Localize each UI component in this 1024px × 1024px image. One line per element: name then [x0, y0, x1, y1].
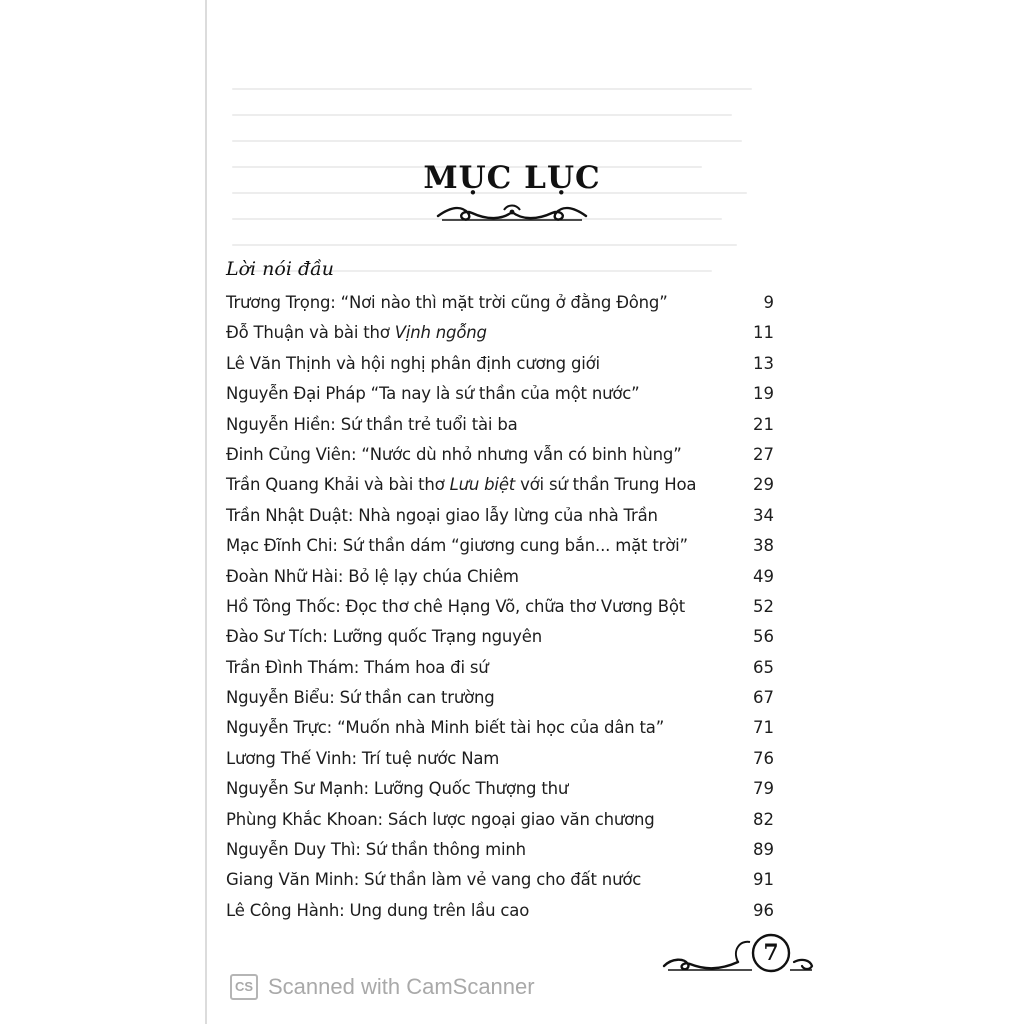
watermark-text: Scanned with CamScanner	[268, 974, 535, 999]
toc-entry[interactable]	[226, 622, 774, 652]
toc-entry-page: 67	[753, 688, 774, 708]
toc-entry-page: 49	[753, 566, 774, 586]
toc-entry[interactable]	[226, 531, 774, 561]
toc-entry-title: Phùng Khắc Khoan: Sách lược ngoại giao văn chương	[226, 809, 655, 829]
toc-entry-page: 52	[753, 596, 774, 616]
toc-entry[interactable]	[226, 744, 774, 774]
intro-heading: Lời nói đầu	[226, 258, 335, 280]
toc-entry[interactable]	[226, 440, 774, 470]
toc-entry-title: Lương Thế Vinh: Trí tuệ nước Nam	[226, 748, 500, 768]
toc-entry-title: Trần Nhật Duật: Nhà ngoại giao lẫy lừng của nhà Trần	[226, 505, 658, 525]
toc-entry-page: 11	[753, 323, 774, 343]
toc-entry-page: 13	[753, 353, 774, 373]
toc-entry-page: 76	[753, 748, 774, 768]
flourish-ornament-icon	[660, 932, 816, 976]
page-edge	[205, 0, 207, 1024]
toc-entry-title: Trần Quang Khải và bài thơ Lưu biệt với sứ thần Trung Hoa	[226, 475, 697, 495]
toc-entry-page: 65	[753, 657, 774, 677]
toc-entry-page: 96	[753, 900, 774, 920]
toc-entry-title: Lê Văn Thịnh và hội nghị phân định cương giới	[226, 353, 600, 373]
toc-entry-page: 34	[753, 505, 774, 525]
toc-entry-title: Giang Văn Minh: Sứ thần làm vẻ vang cho đất nước	[226, 870, 642, 890]
camscanner-logo-icon: CS	[230, 974, 258, 1000]
flourish-ornament-icon	[432, 200, 592, 226]
toc-entry-title: Hồ Tông Thốc: Đọc thơ chê Hạng Võ, chữa thơ Vương Bột	[226, 596, 686, 616]
toc-entry-title: Đoàn Nhữ Hài: Bỏ lệ lạy chúa Chiêm	[226, 566, 519, 586]
toc-entry-title: Đinh Củng Viên: “Nước dù nhỏ nhưng vẫn có binh hùng”	[226, 444, 682, 464]
camscanner-watermark	[230, 974, 535, 1000]
page-title: MỤC LỤC	[423, 160, 601, 196]
toc-entry-page: 91	[753, 870, 774, 890]
toc-entry[interactable]	[226, 865, 774, 895]
toc-entry[interactable]	[226, 379, 774, 409]
toc-entry[interactable]	[226, 683, 774, 713]
page-number: 7	[763, 940, 779, 966]
toc-entry-page: 82	[753, 809, 774, 829]
toc-entry-title: Đào Sư Tích: Lưỡng quốc Trạng nguyên	[226, 627, 542, 647]
toc-entry-title: Nguyễn Đại Pháp “Ta nay là sứ thần của một nước”	[226, 384, 640, 404]
toc-entry[interactable]	[226, 470, 774, 500]
toc-entry[interactable]	[226, 774, 774, 804]
toc-entry[interactable]	[226, 501, 774, 531]
page-number-ornament	[660, 932, 816, 980]
toc-entry-title: Đỗ Thuận và bài thơ Vịnh ngỗng	[226, 323, 487, 343]
toc-entry-page: 21	[753, 414, 774, 434]
toc-entry-title: Nguyễn Hiền: Sứ thần trẻ tuổi tài ba	[226, 414, 518, 434]
toc-entry-title: Trương Trọng: “Nơi nào thì mặt trời cũng ở đằng Đông”	[226, 293, 668, 312]
toc-entry-title: Mạc Đĩnh Chi: Sứ thần dám “giương cung bắn... mặt trời”	[226, 536, 688, 556]
toc-entry-page: 19	[753, 384, 774, 404]
toc-entry[interactable]	[226, 896, 774, 926]
toc-entry-page: 71	[753, 718, 774, 738]
toc-entry-page: 9	[763, 293, 774, 312]
toc-entry-title: Nguyễn Trực: “Muốn nhà Minh biết tài học của dân ta”	[226, 718, 665, 738]
toc-entry-page: 27	[753, 444, 774, 464]
toc-entry-title: Nguyễn Duy Thì: Sứ thần thông minh	[226, 840, 526, 860]
toc-entry-title: Trần Đình Thám: Thám hoa đi sứ	[226, 657, 489, 677]
toc-entry-page: 29	[753, 475, 774, 495]
toc-entry[interactable]	[226, 410, 774, 440]
toc-entry-page: 56	[753, 627, 774, 647]
toc-entry-page: 89	[753, 840, 774, 860]
toc-entry[interactable]	[226, 653, 774, 683]
toc-entry[interactable]	[226, 349, 774, 379]
toc-entry-title: Nguyễn Biểu: Sứ thần can trường	[226, 688, 495, 708]
toc-entry-title: Nguyễn Sư Mạnh: Lưỡng Quốc Thượng thư	[226, 779, 569, 799]
toc-entry[interactable]	[226, 318, 774, 348]
toc-entry-page: 79	[753, 779, 774, 799]
toc-entry[interactable]	[226, 288, 774, 318]
toc-entry-page: 38	[753, 536, 774, 556]
table-of-contents	[226, 288, 774, 926]
toc-entry[interactable]	[226, 592, 774, 622]
toc-entry[interactable]	[226, 562, 774, 592]
toc-entry[interactable]	[226, 835, 774, 865]
toc-entry[interactable]	[226, 713, 774, 743]
toc-entry[interactable]	[226, 805, 774, 835]
toc-entry-title: Lê Công Hành: Ung dung trên lầu cao	[226, 900, 530, 920]
